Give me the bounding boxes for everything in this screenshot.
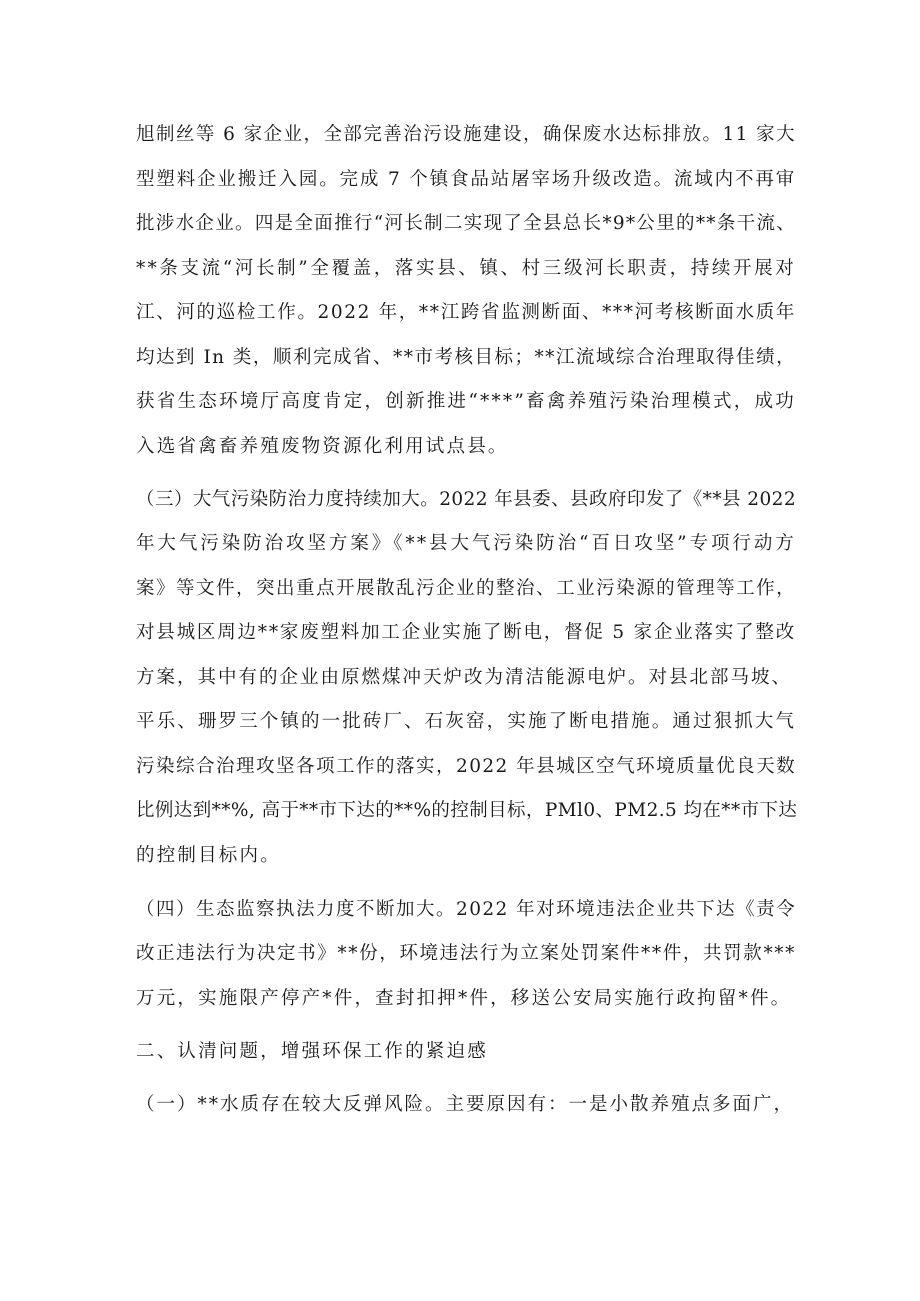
body-line: 入选省禽畜养殖废物资源化利用试点县。: [136, 436, 509, 457]
body-line: 的控制目标内。: [136, 845, 281, 866]
body-line: 均达到 In 类，顺利完成省、**市考核目标；**江流域综合治理取得佳绩，: [136, 347, 796, 368]
body-line: 型塑料企业搬迁入园。完成 7 个镇食品站屠宰场升级改造。流域内不再审: [136, 169, 796, 190]
body-line: 获省生态环境厅高度肯定，创新推进“***”畜禽养殖污染治理模式，成功: [136, 391, 796, 412]
body-line: 对县城区周边**家废塑料加工企业实施了断电，督促 5 家企业落实了整改: [136, 622, 797, 643]
body-line: 江、河的巡检工作。2022 年，**江跨省监测断面、***河考核断面水质年: [136, 302, 796, 323]
body-line: 污染综合治理攻坚各项工作的落实，2022 年县城区空气环境质量优良天数: [136, 756, 796, 777]
body-line: 万元，实施限产停产*件，查封扣押*件，移送公安局实施行政拘留*件。: [136, 988, 792, 1009]
body-line: （三）大气污染防治力度持续加大。2022 年县委、县政府印发了《**县 2022: [136, 489, 796, 510]
body-line: 案》等文件，突出重点开展散乱污企业的整治、工业污染源的管理等工作，: [136, 578, 796, 599]
body-line: 年大气污染防治攻坚方案》《**县大气污染防治“百日攻坚”专项行动方: [136, 533, 796, 554]
body-line: 比例达到**%, 高于**市下达的**%的控制目标，PMl0、PM2.5 均在**市下达: [136, 800, 798, 821]
body-line: 平乐、珊罗三个镇的一批砖厂、石灰窑，实施了断电措施。通过狠抓大气: [136, 711, 796, 732]
body-line: 批涉水企业。四是全面推行“河长制二实现了全县总长*9*公里的**条干流、: [136, 213, 796, 234]
body-line: 改正违法行为决定书》**份，环境违法行为立案处罚案件**件，共罚款***: [136, 943, 796, 964]
body-line: 旭制丝等 6 家企业，全部完善治污设施建设，确保废水达标排放。11 家大: [136, 124, 796, 145]
body-line: **条支流“河长制”全覆盖，落实县、镇、村三级河长职责，持续开展对: [136, 258, 796, 279]
body-line: 方案，其中有的企业由原燃煤冲天炉改为清洁能源电炉。对县北部马坡、: [136, 667, 793, 688]
section-heading: 二、认清问题，增强环保工作的紧迫感: [136, 1041, 488, 1062]
body-line: （一）**水质存在较大反弹风险。主要原因有：一是小散养殖点多面广，: [136, 1094, 795, 1115]
body-line: （四）生态监察执法力度不断加大。2022 年对环境违法企业共下达《责令: [136, 899, 796, 920]
